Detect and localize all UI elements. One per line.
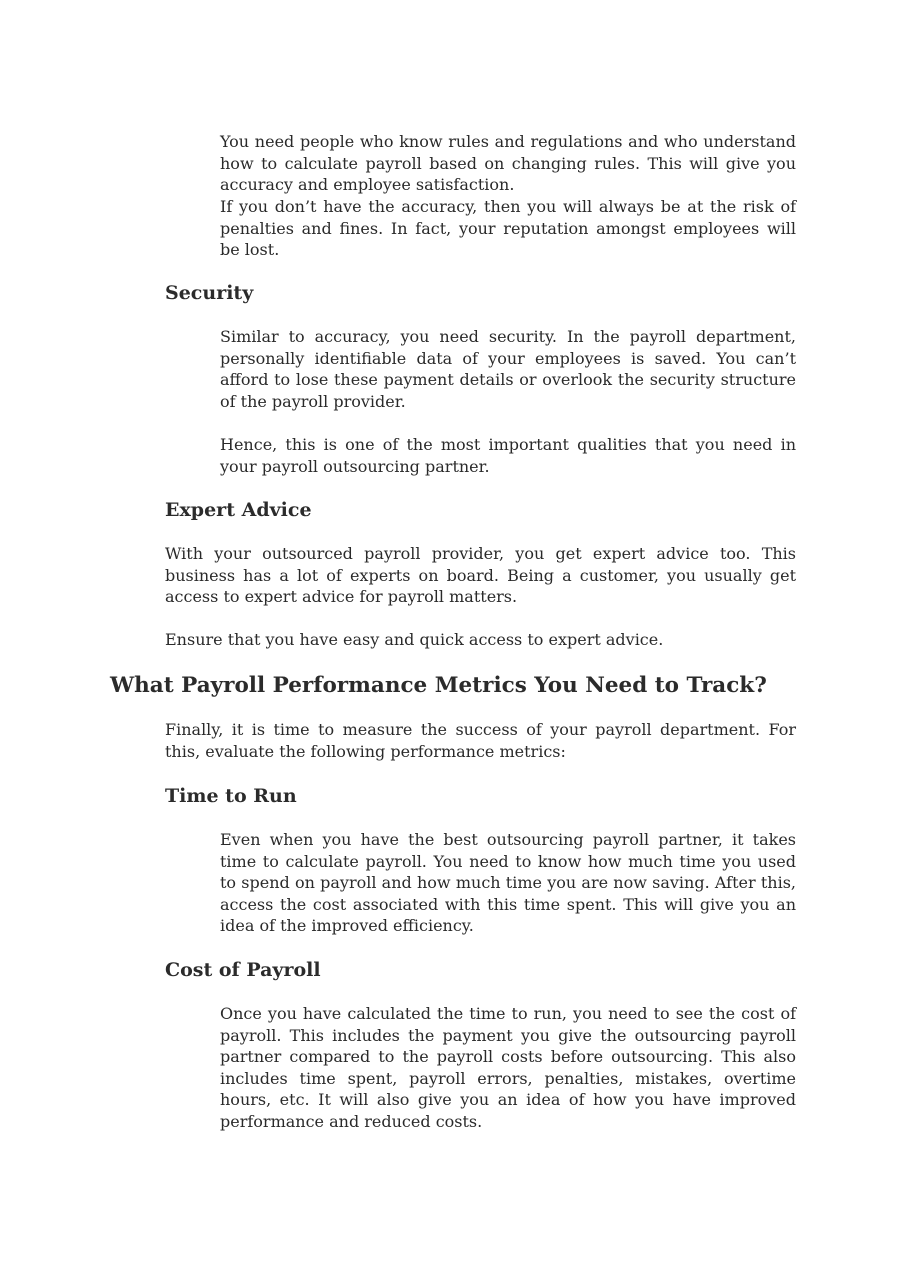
cost-of-payroll-heading: Cost of Payroll: [165, 959, 321, 981]
time-to-run-paragraph-1: Even when you have the best outsourcing payroll partner, it takes time to calculate payroll. You need to know how much time you used to spend on payroll and how much time you are now saving. After this, access the cost associated with this time spent. This will give you an idea of the improved efficiency.: [220, 830, 796, 936]
expert-advice-paragraph-2: Ensure that you have easy and quick access to expert advice.: [165, 630, 664, 649]
security-paragraph-1: Similar to accuracy, you need security. In the payroll department, personally identifiable data of your employees is saved. You can’t afford to lose these payment details or overlook the security structure of the payroll provider.: [220, 327, 796, 411]
cost-of-payroll-paragraph-1: Once you have calculated the time to run, you need to see the cost of payroll. This includes the payment you give the outsourcing payroll partner compared to the payroll costs before outsourcing. This also includes time spent, payroll errors, penalties, mistakes, overtime hours, etc. It will also give you an idea of how you have improved performance and reduced costs.: [220, 1004, 796, 1131]
security-heading: Security: [165, 282, 254, 304]
metrics-paragraph-1: Finally, it is time to measure the success of your payroll department. For this, evaluate the following performance metrics:: [165, 720, 796, 761]
security-paragraph-2: Hence, this is one of the most important qualities that you need in your payroll outsourcing partner.: [220, 435, 796, 476]
expert-advice-heading: Expert Advice: [165, 499, 312, 521]
time-to-run-heading: Time to Run: [165, 785, 297, 807]
metrics-heading: What Payroll Performance Metrics You Need to Track?: [110, 673, 767, 698]
expert-advice-paragraph-1: With your outsourced payroll provider, you get expert advice too. This business has a lot of experts on board. Being a customer, you usually get access to expert advice for payroll matters.: [165, 544, 796, 607]
intro-paragraph-1: You need people who know rules and regulations and who understand how to calculate payroll based on changing rules. This will give you accuracy and employee satisfaction.: [220, 132, 796, 195]
intro-paragraph-2: If you don’t have the accuracy, then you will always be at the risk of penalties and fines. In fact, your reputation amongst employees will be lost.: [220, 197, 796, 260]
